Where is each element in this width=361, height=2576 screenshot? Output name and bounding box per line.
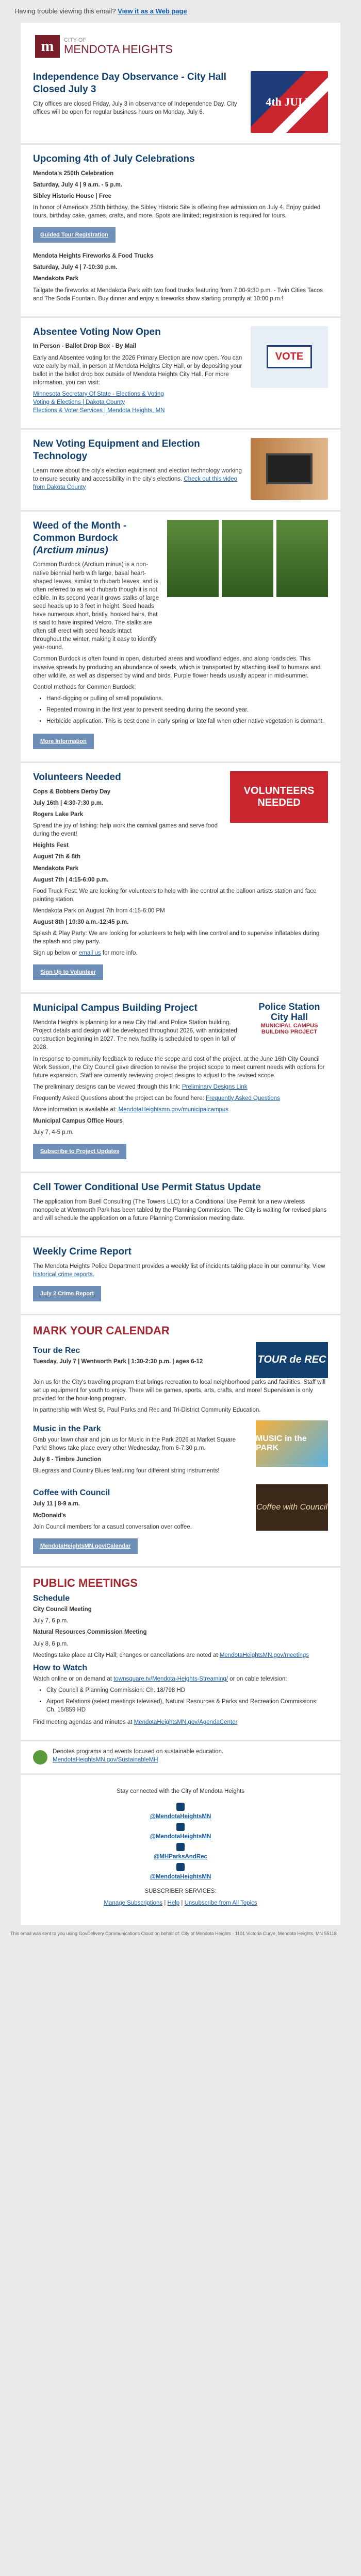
unsubscribe-link[interactable]: Unsubscribe from All Topics xyxy=(184,1900,257,1906)
townsquare-link[interactable]: townsquare.tv/Mendota-Heights-Streaming/ xyxy=(113,1675,228,1682)
email-body xyxy=(21,23,340,1925)
watch-post: or on cable television: xyxy=(228,1675,287,1682)
weed-p2: Common Burdock is often found in open, disturbed areas and woodland edges, and along roadsides. This invasive spreads by producing an abundance of seeds, which is transported by attaching itself to humans and other wildlife, as well as dispersed by wind and birds. Purple flower heads usually appear in mid-summer. xyxy=(33,656,321,679)
tour-de-rec-logo: TOUR de REC xyxy=(256,1342,328,1378)
burdock-photo-2 xyxy=(222,520,273,597)
leaf-icon xyxy=(33,1750,47,1765)
e1-where: Sibley Historic House | Free xyxy=(33,193,112,199)
campus-p2: In response to community feedback to reduce the scope and cost of the project, at the June 16th City Council Work Session, the City Council gave direction to revise the project scope to meet current needs with options for future expansion. Staff are currently reviewing project designs to adjust to the revised scope. xyxy=(33,1056,325,1079)
v-e1-body: Spread the joy of fishing: help work the carnival games and serve food during the event! xyxy=(33,823,218,838)
weed-methods xyxy=(33,694,328,725)
section-volunteers xyxy=(21,763,340,994)
calendar-heading: MARK YOUR CALENDAR xyxy=(33,1324,170,1337)
independence-body: City offices are closed Friday, July 3 in observance of Independence Day. City offices will be open for regular business hours on Monday, July 6. xyxy=(33,100,237,115)
instagram-icon xyxy=(176,1843,185,1851)
e2-when: Saturday, July 4 | 7-10:30 p.m. xyxy=(33,264,118,271)
channel-item: • Airport Relations (select meetings televised), Natural Resources & Parks and Recreation Commissions: Ch. 15/859 HD xyxy=(46,1698,328,1714)
stay-connected: Stay connected with the City of Mendota Heights xyxy=(116,1788,245,1795)
section-equipment xyxy=(21,430,340,512)
burdock-images xyxy=(167,520,328,651)
section-tower xyxy=(21,1173,340,1238)
v-e1-name: Cops & Bobbers Derby Day xyxy=(33,788,111,795)
social-links xyxy=(21,1800,340,1880)
weed-latin: (Arctium minus) xyxy=(33,545,108,556)
section-calendar xyxy=(21,1315,340,1568)
burdock-photo-1 xyxy=(167,520,219,597)
subscriber-services: SUBSCRIBER SERVICES: xyxy=(144,1888,217,1895)
v-s1-body: Food Truck Fest: We are looking for volunteers to help with line control at the balloon artists station and face painting station. xyxy=(33,888,317,903)
preheader-text: Having trouble viewing this email? xyxy=(14,7,116,15)
v-e1-where: Rogers Lake Park xyxy=(33,811,84,818)
tower-body: The application from Buell Consulting (The Towers LLC) for a Conditional Use Permit for a new wireless monopole at Wentworth Park has been tabled by the Planning Commission. The City is waiting for revised plans and will schedule the application on a future Planning Commission meeting date. xyxy=(33,1199,327,1222)
weed-p1: Common Burdock (Arctium minus) is a non-native biennial herb with large, basal heart-shaped leaves, similar to rhubarb leaves, and is often referred to as wild rhubarb though it is not edible. In its second year it grows stalks of large seed heads up to 3 feet in height. Seed heads have numerous short, bristly, hooked hairs, that is said to have inspired Velcro. The stalks are often still erect with seed heads intact throughout the winter, making it easy to identify year-round. xyxy=(33,562,159,651)
channel-list xyxy=(33,1686,328,1714)
v-s2-when: August 8th | 10:30 a.m.-12:45 p.m. xyxy=(33,919,129,925)
note-pre: Meetings take place at City Hall; changes or cancellations are noted at xyxy=(33,1652,220,1658)
crime-body-pre: The Mendota Heights Police Department provides a weekly list of incidents taking place in our community. View xyxy=(33,1263,325,1270)
e2-body: Tailgate the fireworks at Mendakota Park with two food trucks featuring from 7:00-9:30 p.m. - Twin Cities Tacos and The Soda Fountain. Buy dinner and enjoy a fireworks show starting promptly at 10:00 p.m.! xyxy=(33,287,323,302)
historical-crime-link[interactable]: historical crime reports xyxy=(33,1272,93,1278)
section-crime xyxy=(21,1238,340,1315)
signup-pre: Sign up below or xyxy=(33,950,79,957)
music-title: Music in the Park xyxy=(33,1425,101,1434)
sustainability-note xyxy=(21,1741,340,1775)
logo-wordmark xyxy=(64,37,173,56)
badge-title: Police Station City Hall xyxy=(258,1002,320,1023)
footer: Stay connected with the City of Mendota Heights @MendotaHeightsMN @MendotaHeightsMN @MHParksAndRec @MendotaHeightsMN SUBSCRIBER SERVICES: Manage Subscriptions | Help | Unsubscribe from All Topics xyxy=(21,1775,340,1924)
v-e1-when: July 16th | 4:30-7:30 p.m. xyxy=(33,800,104,806)
section-absentee xyxy=(21,318,340,430)
linkedin-icon xyxy=(176,1863,185,1871)
faq-link[interactable]: Frequently Asked Questions xyxy=(206,1095,280,1101)
absentee-title: Absentee Voting Now Open xyxy=(33,326,161,337)
tower-title: Cell Tower Conditional Use Permit Status Update xyxy=(33,1182,261,1193)
facebook-link[interactable]: @MendotaHeightsMN xyxy=(150,1814,211,1820)
hours-value: July 7, 4-5 p.m. xyxy=(33,1129,74,1136)
linkedin-link[interactable]: @MendotaHeightsMN xyxy=(150,1874,211,1880)
volunteers-title: Volunteers Needed xyxy=(33,772,121,783)
manage-subscriptions-link[interactable]: Manage Subscriptions xyxy=(104,1900,163,1906)
v-e2-when: August 7th & 8th xyxy=(33,854,80,860)
subscribe-updates-button[interactable]: Subscribe to Project Updates xyxy=(33,1144,126,1159)
tablet-icon xyxy=(266,453,313,484)
sustainable-link[interactable]: MendotaHeightsMN.gov/SustainableMH xyxy=(53,1757,158,1764)
absentee-sub: In Person - Ballot Drop Box - By Mail xyxy=(33,343,136,350)
tablet-image xyxy=(251,438,328,500)
volunteers-image: VOLUNTEERS NEEDED xyxy=(230,771,328,823)
music-desc: Bluegrass and Country Blues featuring four different string instruments! xyxy=(33,1468,220,1475)
watch-pre: Watch online or on demand at xyxy=(33,1675,114,1682)
absentee-body: Early and Absentee voting for the 2026 Primary Election are now open. You can vote early by mail, in person at Mendota Heights City Hall, or by depositing your ballot in the ballot drop box outside of Mendota Heights City Hall. For more information, you can visit: xyxy=(33,354,242,386)
tour-registration-button[interactable]: Guided Tour Registration xyxy=(33,227,116,243)
e1-when: Saturday, July 4 | 9 a.m. - 5 p.m. xyxy=(33,181,123,188)
coffee-title: Coffee with Council xyxy=(33,1488,110,1498)
music-body: Grab your lawn chair and join us for Music in the Park 2026 at Market Square Park! Shows take place every other Wednesday, from 6-7:30 p.m. xyxy=(33,1437,236,1452)
v-e2-name: Heights Fest xyxy=(33,842,69,849)
section-campus xyxy=(21,994,340,1173)
method-item: • Hand-digging or pulling of small populations. xyxy=(46,694,328,703)
coffee-when: July 11 | 8-9 a.m. xyxy=(33,1501,80,1507)
e1-body: In honor of America's 250th birthday, the Sibley Historic Site is offering free admission on July 4. Enjoy guided tours, birthday cake, games, crafts, and more. Spots are limited; registration is required for tours. xyxy=(33,205,321,219)
weed-more-info-button[interactable]: More Information xyxy=(33,734,94,749)
v-s2-body: Splash & Play Party: We are looking for volunteers to help with line control and to supervise inflatables during the splash and play party. xyxy=(33,930,320,945)
police-station-badge xyxy=(251,1002,328,1055)
crime-title: Weekly Crime Report xyxy=(33,1246,132,1258)
section-independence xyxy=(21,63,340,145)
vote-box-label: VOTE xyxy=(267,345,312,368)
watch-heading: How to Watch xyxy=(33,1663,88,1672)
equipment-body: Learn more about the city's election equipment and election technology working to ensure security and accessibility in the city's elections. xyxy=(33,467,242,482)
twitter-link[interactable]: @MendotaHeightsMN xyxy=(150,1834,211,1840)
campus-p3-pre: The preliminary designs can be viewed through this link: xyxy=(33,1083,182,1090)
burdock-photo-3 xyxy=(276,520,328,597)
e2-name: Mendota Heights Fireworks & Food Trucks xyxy=(33,253,154,260)
web-version-link[interactable]: View it as a Web page xyxy=(118,7,187,15)
city-logo-icon: m xyxy=(35,35,60,58)
campus-p5-pre: More information is available at: xyxy=(33,1106,119,1113)
campus-p4-pre: Frequently Asked Questions about the project can be found here: xyxy=(33,1095,206,1101)
section-weed xyxy=(21,512,340,763)
facebook-icon xyxy=(176,1803,185,1811)
meetings-heading: PUBLIC MEETINGS xyxy=(33,1576,138,1589)
method-item: • Repeated mowing in the first year to prevent seeding during the second year. xyxy=(46,706,328,714)
instagram-link[interactable]: @MHParksAndRec xyxy=(154,1854,207,1860)
meetings-link[interactable]: MendotaHeightsMN.gov/meetings xyxy=(219,1652,309,1658)
coffee-where: McDonald's xyxy=(33,1512,67,1519)
v-s1-extra: Mendakota Park on August 7th from 4:15-6:00 PM xyxy=(33,907,165,914)
tour-when: Tuesday, July 7 | Wentworth Park | 1:30-2:30 p.m. | ages 6-12 xyxy=(33,1358,203,1365)
july4-image: 4th JULY xyxy=(251,71,328,133)
agenda-pre: Find meeting agendas and minutes at xyxy=(33,1719,134,1726)
equipment-title: New Voting Equipment and Election Technology xyxy=(33,438,200,462)
m2-when: July 8, 6 p.m. xyxy=(33,1640,69,1647)
logo-city-of: CITY OF xyxy=(64,37,87,43)
weed-p3: Control methods for Common Burdock: xyxy=(33,684,136,690)
hours-title: Municipal Campus Office Hours xyxy=(33,1118,123,1125)
section-meetings xyxy=(21,1568,340,1741)
logo-city-name: MENDOTA HEIGHTS xyxy=(64,42,173,56)
tour-body2: In partnership with West St. Paul Parks and Rec and Tri-District Community Education. xyxy=(33,1407,261,1413)
equipment-video-link[interactable]: Check out this video from Dakota County xyxy=(33,476,237,490)
method-item: • Herbicide application. This is best done in early spring or late fall when other native vegetation is dormant. xyxy=(46,717,328,725)
coffee-image: Coffee with Council xyxy=(256,1484,328,1531)
tour-body: Join us for the City's traveling program that brings recreation to local neighborhood parks and facilities. Staff will set up equipment for youth to enjoy. There will be games, sports, arts, crafts, and more! Supervision is only provided for the hour-long program. xyxy=(33,1379,326,1402)
e2-where: Mendakota Park xyxy=(33,276,79,282)
crime-body-post: . xyxy=(92,1272,94,1278)
music-date: July 8 - Timbre Junction xyxy=(33,1456,102,1463)
channel-item: • City Council & Planning Commission: Ch. 18/798 HD xyxy=(46,1686,328,1694)
email-us-link[interactable]: email us xyxy=(78,950,101,957)
designs-link[interactable]: Preliminary Designs Link xyxy=(182,1083,248,1090)
preheader xyxy=(0,0,361,23)
schedule-heading: Schedule xyxy=(33,1594,70,1603)
campus-p1: Mendota Heights is planning for a new City Hall and Police Station building. Project details and design will be developed throughout 2026, with anticipated construction beginning in 2027. The new facility is scheduled to open in fall of 2028. xyxy=(33,1020,237,1051)
tour-title: Tour de Rec xyxy=(33,1346,80,1355)
weed-title: Weed of the Month - Common Burdock xyxy=(33,520,127,544)
header-logo[interactable] xyxy=(21,23,340,63)
mh-elections-link[interactable]: Elections & Voter Services | Mendota Heights, MN xyxy=(33,408,165,414)
campus-info-link[interactable]: MendotaHeightsmn.gov/municipalcampus xyxy=(118,1106,229,1113)
m1-when: July 7, 6 p.m. xyxy=(33,1618,69,1624)
vote-image xyxy=(251,326,328,388)
music-in-park-image: MUSIC in the PARK xyxy=(256,1420,328,1467)
celebrations-title: Upcoming 4th of July Celebrations xyxy=(33,154,195,164)
volunteer-signup-button[interactable]: Sign Up to Volunteer xyxy=(33,964,103,980)
sust-pre: Denotes programs and events focused on sustainable education. xyxy=(53,1749,224,1755)
signup-post: for more info. xyxy=(101,950,138,957)
sos-link[interactable]: Minnesota Secretary Of State - Elections & Voting xyxy=(33,391,164,397)
m2-name: Natural Resources Commission Meeting xyxy=(33,1629,147,1636)
coffee-body: Join Council members for a casual conversation over coffee. xyxy=(33,1523,192,1530)
dakota-county-link[interactable]: Voting & Elections | Dakota County xyxy=(33,399,125,405)
calendar-button[interactable]: MendotaHeightsMN.gov/Calendar xyxy=(33,1538,138,1554)
m1-name: City Council Meeting xyxy=(33,1606,92,1613)
crime-report-button[interactable]: July 2 Crime Report xyxy=(33,1286,101,1301)
section-celebrations xyxy=(21,145,340,318)
twitter-icon xyxy=(176,1823,185,1831)
campus-title: Municipal Campus Building Project xyxy=(33,1003,198,1014)
badge-sub: MUNICIPAL CAMPUS BUILDING PROJECT xyxy=(260,1022,318,1035)
v-e2-where: Mendakota Park xyxy=(33,865,79,872)
legal-footer: This email was sent to you using GovDelivery Communications Cloud on behalf of: City of Mendota Heights · 1101 Victoria Curve, Mendota Heights, MN 55118 xyxy=(10,1930,337,1936)
help-link[interactable]: Help xyxy=(167,1900,180,1906)
agenda-link[interactable]: MendotaHeightsMN.gov/AgendaCenter xyxy=(134,1719,238,1726)
v-s1-when: August 7th | 4:15-6:00 p.m. xyxy=(33,876,109,883)
e1-name: Mendota's 250th Celebration xyxy=(33,170,114,177)
independence-title: Independence Day Observance - City Hall Closed July 3 xyxy=(33,72,226,95)
